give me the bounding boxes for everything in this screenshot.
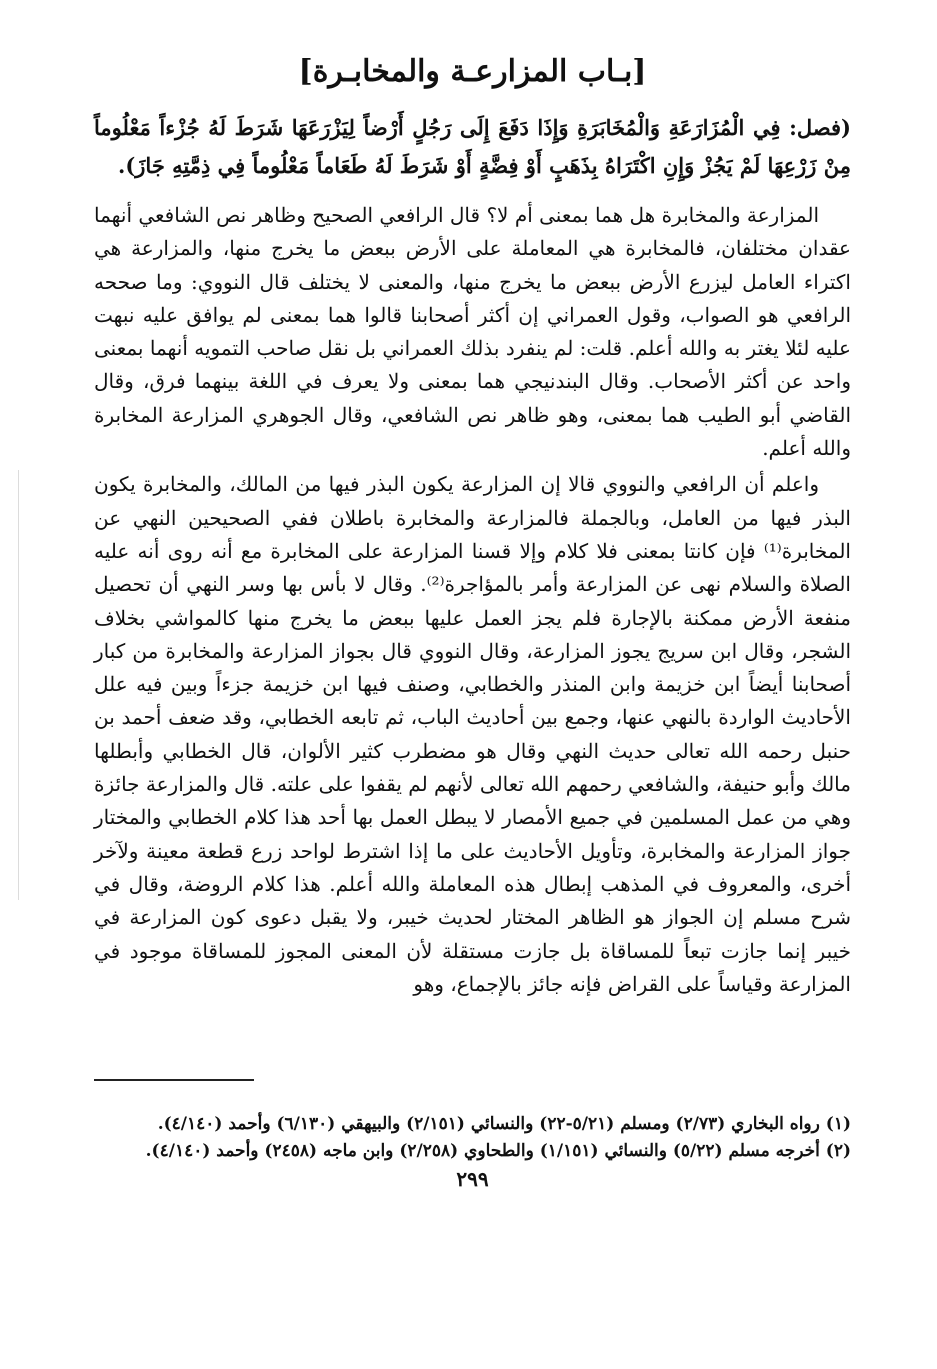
footnote-1: (١) رواه البخاري (٢/٧٣) ومسلم (٥/٢١-٢٢) والنسائي (٢/١٥١) والبيهقي (٦/١٣٠) وأحمد (٤/١٤٠). (157, 1114, 851, 1135)
fasl-text: (فصل: فِي الْمُزَارَعَةِ وَالْمُخَابَرَةِ وَإِذَا دَفَعَ إِلَى رَجُلٍ أَرْضاً لِيَزْرَعَهَا شَرَطَ لَهُ جُزْءاً مَعْلُوماً مِنْ زَرْعِهَا لَمْ يَجُزْ وَإِنِ اكْتَرَاهُ بِذَهَبٍ أَوْ فِضَّةٍ أَوْ شَرَطَ لَهُ طَعَاماً مَعْلُوماً فِي ذِمَّتِهِ جَازَ). (94, 115, 851, 178)
footnote-separator (94, 1079, 254, 1081)
footnote-2: (٢) أخرجه مسلم (٥/٢٢) والنسائي (١/١٥١) والطحاوي (٢/٢٥٨) وابن ماجه (٢٤٥٨) وأحمد (٤/١٤٠). (145, 1141, 851, 1162)
body-paragraph-1: المزارعة والمخابرة هل هما بمعنى أم لا؟ قال الرافعي الصحيح وظاهر نص الشافعي أنهما عقدان مختلفان، فالمخابرة هي المعاملة على الأرض ببعض ما يخرج منها، والمزارعة هي اكتراء العامل ليزرع الأرض ببعض ما يخرج منها، والمعنى لا يختلف قال النووي: وما صححه الرافعي هو الصواب، وقول العمراني إن أكثر أصحابنا قالوا هما بمعنى لم يوافق عليه نبهت عليه لئلا يغتر به والله أعلم. قلت: لم ينفرد بذلك العمراني بل نقل صاحب التمويه أنهما بمعنى واحد عن أكثر الأصحاب. وقال البندنيجي هما بمعنى ولا يعرف في اللغة بينهما فرق، وقال القاضي أبو الطيب هما بمعنى، وهو ظاهر نص الشافعي، وقال الجوهري المزارعة المخابرة والله أعلم. (94, 203, 851, 461)
body-paragraph-2: واعلم أن الرافعي والنووي قالا إن المزارعة يكون البذر فيها من المالك، والمخابرة يكون البذر فيها من العامل، وبالجملة فالمزارعة والمخابرة باطلان ففي الصحيحين النهي عن المخابرة⁽¹⁾ فإن كانتا بمعنى فلا كلام وإلا قسنا المزارعة على المخابرة مع أنه روى أنه عليه الصلاة والسلام نهى عن المزارعة وأمر بالمؤاجرة⁽²⁾. وقال لا بأس بها وسر النهي أن تحصيل منفعة الأرض ممكنة بالإجارة فلم يجز العمل عليها ببعض ما يخرج منها كالمواشي بخلاف الشجر، وقال ابن سريج يجوز المزارعة، وقال النووي قال بجواز المزارعة والمخابرة من كبار أصحابنا أيضاً ابن خزيمة وابن المنذر والخطابي، وصنف فيها ابن خزيمة جزءاً وبين فيه علل الأحاديث الواردة بالنهي عنها، وجمع بين أحاديث الباب، ثم تابعه الخطابي، وقد ضعف أحمد بن حنبل رحمه الله تعالى حديث النهي وقال هو مضطرب كثير الألوان، قال الخطابي وأبطلها مالك وأبو حنيفة، والشافعي رحمهم الله تعالى لأنهم لم يقفوا على علته. قال والمزارعة جائزة وهي من عمل المسلمين في جميع الأمصار لا يبطل العمل بها أحد هذا كلام الخطابي والمختار جواز المزارعة والمخابرة، وتأويل الأحاديث على ما إذا اشترط لواحد زرع قطعة معينة ولآخر أخرى، والمعروف في المذهب إبطال هذه المعاملة والله أعلم. هذا كلام الروضة، وقال في شرح مسلم إن الجواز هو الظاهر المختار لحديث خيبر، ولا يقبل دعوى كون المزارعة في خيبر إنما جازت تبعاً للمساقاة بل جازت مستقلة لأن المعنى المجوز للمساقاة موجود في المزارعة وقياساً على القراض فإنه جائز بالإجماع، وهو (94, 472, 852, 996)
margin-line (18, 470, 19, 900)
footnote-separator-wrap (94, 1079, 851, 1081)
chapter-title: [بـاب المزارعـة والمخابـرة] (298, 54, 647, 89)
page-number: ٢٩٩ (456, 1167, 489, 1192)
